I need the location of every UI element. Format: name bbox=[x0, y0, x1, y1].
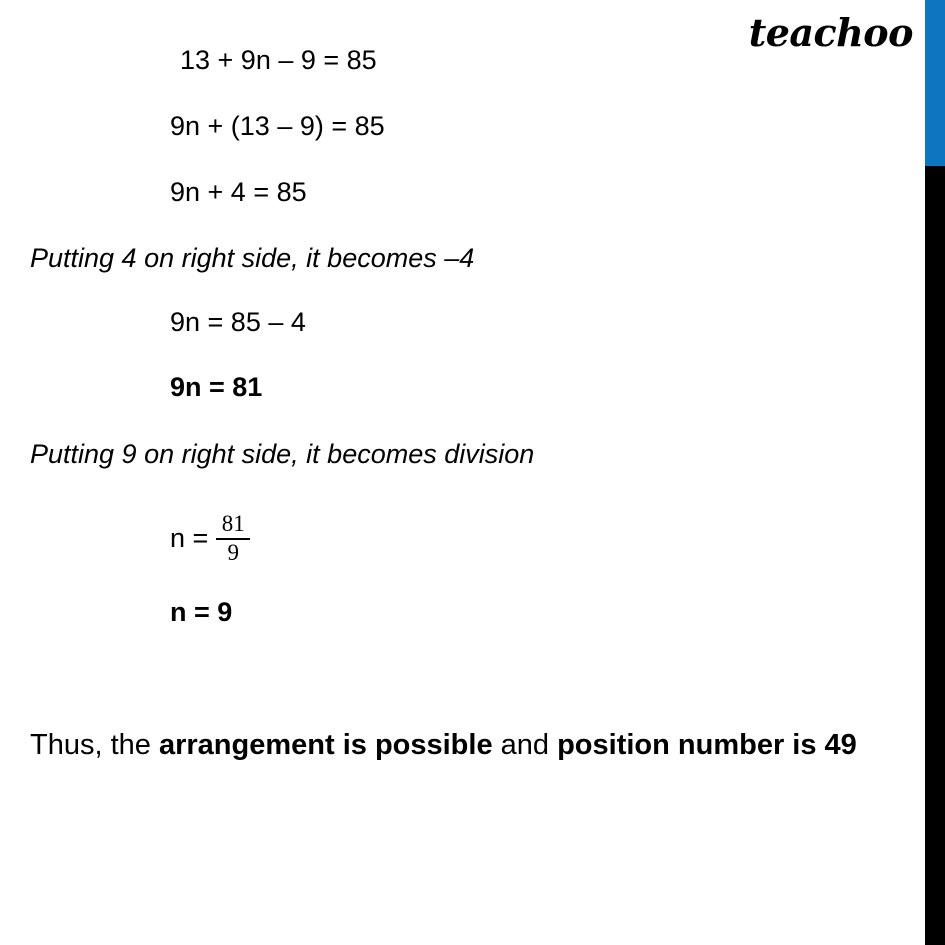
fraction-numerator: 81 bbox=[221, 511, 245, 536]
fraction-left-hand-side: n = bbox=[170, 523, 209, 554]
fraction-81-over-9 bbox=[216, 512, 250, 566]
note-putting-9-right-side: Putting 9 on right side, it becomes division bbox=[30, 439, 535, 469]
conclusion-prefix: Thus, the bbox=[30, 729, 159, 761]
equation-step-6-fraction bbox=[170, 512, 250, 566]
equation-step-5-result: 9n = 81 bbox=[170, 372, 263, 402]
equation-step-3: 9n + 4 = 85 bbox=[170, 177, 307, 207]
conclusion-bold-position: position number is 49 bbox=[557, 729, 857, 761]
fraction-denominator: 9 bbox=[227, 539, 240, 565]
conclusion-bold-arrangement: arrangement is possible bbox=[158, 729, 493, 761]
conclusion-middle: and bbox=[492, 729, 558, 761]
equation-step-7-final-answer: n = 9 bbox=[170, 597, 233, 627]
teachoo-logo: teachoo bbox=[748, 10, 913, 55]
equation-step-2: 9n + (13 – 9) = 85 bbox=[170, 111, 385, 141]
equation-step-4: 9n = 85 – 4 bbox=[170, 307, 306, 337]
right-edge-blue-bar bbox=[925, 0, 945, 166]
note-putting-4-right-side: Putting 4 on right side, it becomes –4 bbox=[30, 243, 475, 273]
right-edge-black-bar bbox=[925, 166, 945, 945]
conclusion-statement bbox=[30, 730, 857, 762]
equation-step-1: 13 + 9n – 9 = 85 bbox=[180, 45, 377, 75]
